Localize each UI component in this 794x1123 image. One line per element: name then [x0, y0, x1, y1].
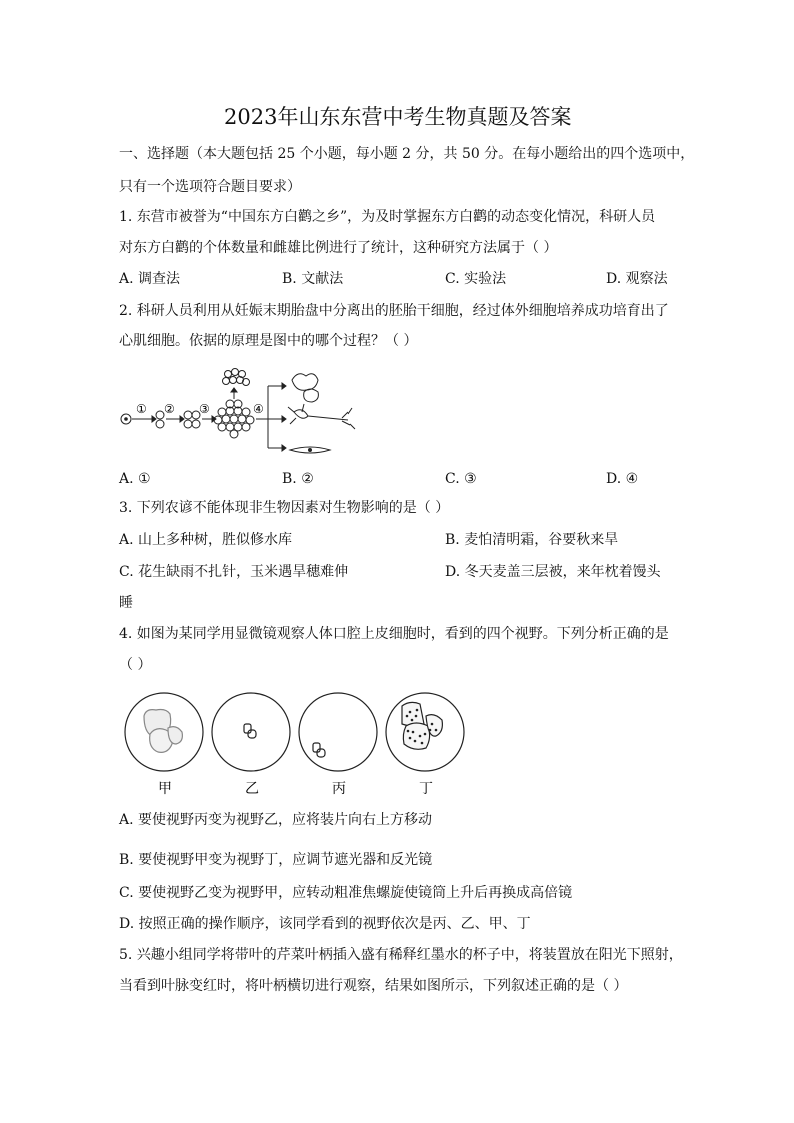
diagram-label-2: ②: [164, 402, 175, 416]
section-header-line2: 只有一个选项符合题目要求）: [119, 179, 301, 195]
top-cluster: [223, 369, 250, 386]
q3-option-d-cont: 睡: [119, 595, 133, 611]
q3-option-c[interactable]: C. 花生缺雨不扎针，玉米遇旱穗难伸: [119, 564, 349, 580]
view-label-jia: 甲: [158, 781, 172, 797]
q4-option-d[interactable]: D. 按照正确的操作顺序，该同学看到的视野依次是丙、乙、甲、丁: [119, 916, 531, 932]
nerve-cell: [288, 404, 355, 429]
q4-option-c[interactable]: C. 要使视野乙变为视野甲，应转动粗准焦螺旋使镜筒上升后再换成高倍镜: [119, 885, 573, 901]
q5-stem-line1: 5. 兴趣小组同学将带叶的芹菜叶柄插入盛有稀释红墨水的杯子中，将装置放在阳光下照射，: [119, 947, 683, 963]
section-header-line1: 一、选择题（本大题包括 25 个小题，每小题 2 分，共 50 分。在每小题给出的四个选项中，: [119, 146, 695, 162]
q1-option-a[interactable]: A. 调查法: [119, 271, 181, 287]
q4-option-b[interactable]: B. 要使视野甲变为视野丁，应调节遮光器和反光镜: [119, 852, 433, 868]
view-jia: [125, 693, 203, 771]
epithelial-cells: [292, 374, 318, 402]
q2-option-b[interactable]: B. ②: [282, 471, 314, 487]
q1-stem-line1: 1. 东营市被誉为“中国东方白鹳之乡”，为及时掌握东方白鹳的动态变化情况，科研人员: [119, 209, 656, 225]
view-ding: [386, 693, 464, 771]
q3-option-b[interactable]: B. 麦怕清明霜，谷要秋来旱: [445, 532, 619, 548]
q2-stem-line1: 2. 科研人员利用从妊娠末期胎盘中分离出的胚胎干细胞，经过体外细胞培养成功培育出了: [119, 303, 669, 319]
view-yi: [212, 693, 290, 771]
q4-option-a[interactable]: A. 要使视野丙变为视野乙，应将装片向右上方移动: [119, 812, 433, 828]
q4-stem-line1: 4. 如图为某同学用显微镜观察人体口腔上皮细胞时，看到的四个视野。下列分析正确的是: [119, 626, 669, 642]
muscle-cell: [290, 447, 330, 453]
diagram-label-4: ④: [253, 402, 264, 416]
q1-option-c[interactable]: C. 实验法: [445, 271, 507, 287]
view-label-ding: 丁: [419, 781, 433, 797]
q3-option-d[interactable]: D. 冬天麦盖三层被，来年枕着馒头: [445, 564, 661, 580]
q4-stem-line2: （ ）: [119, 657, 152, 673]
microscope-views-figure: [120, 686, 470, 798]
q2-option-d[interactable]: D. ④: [606, 471, 639, 487]
view-label-bing: 丙: [332, 781, 346, 797]
q1-option-b[interactable]: B. 文献法: [282, 271, 344, 287]
q1-option-d[interactable]: D. 观察法: [606, 271, 668, 287]
q3-option-a[interactable]: A. 山上多种树，胜似修水库: [119, 532, 293, 548]
diagram-label-3: ③: [199, 402, 210, 416]
view-label-yi: 乙: [245, 781, 259, 797]
diagram-label-1: ①: [136, 402, 147, 416]
q2-option-a[interactable]: A. ①: [119, 471, 151, 487]
cell-cluster: [214, 400, 254, 438]
q1-stem-line2: 对东方白鹳的个体数量和雌雄比例进行了统计，这种研究方法属于（ ）: [119, 240, 558, 256]
q2-stem-line2: 心肌细胞。依据的原理是图中的哪个过程？（ ）: [119, 333, 418, 349]
view-bing: [299, 693, 377, 771]
q3-stem: 3. 下列农谚不能体现非生物因素对生物影响的是（ ）: [119, 500, 450, 516]
cell-differentiation-diagram: [116, 366, 366, 462]
q5-stem-line2: 当看到叶脉变红时，将叶柄横切进行观察，结果如图所示，下列叙述正确的是（ ）: [119, 978, 628, 994]
page-title: 2023年山东东营中考生物真题及答案: [224, 105, 572, 129]
q2-option-c[interactable]: C. ③: [445, 471, 477, 487]
